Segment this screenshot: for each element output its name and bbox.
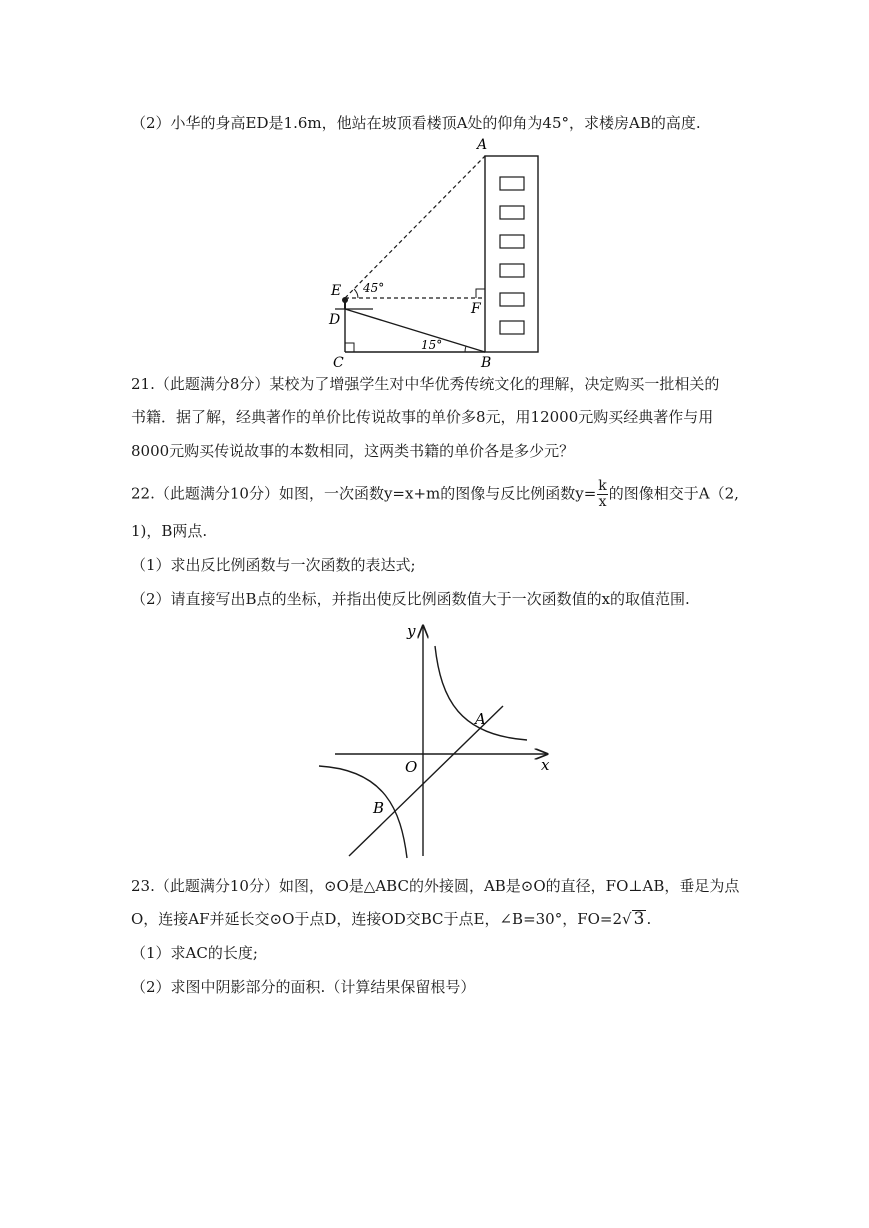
window [500,293,524,306]
sqrt-radicand: 3 [633,909,645,929]
window [500,321,524,334]
angle-arc-45 [354,289,358,298]
label-d: D [329,312,341,328]
label-a: A [477,137,488,153]
fraction-denominator: x [598,494,607,510]
label-point-a: A [475,710,486,728]
label-c: C [333,355,344,371]
q22-line2: 1)，B两点. [131,522,208,540]
angle-label-15: 15° [421,338,443,352]
q23-part1: （1）求AC的长度; [131,944,258,962]
label-y: y [407,622,416,640]
q23-part2: （2）求图中阴影部分的面积.（计算结果保留根号） [131,978,476,996]
fraction-k-over-x [597,479,607,510]
q23-line1: 23.（此题满分10分）如图，⊙O是△ABC的外接圆，AB是⊙O的直径，FO⊥AB，垂足为点 [131,877,740,895]
label-f: F [471,301,481,317]
window [500,206,524,219]
label-e: E [331,283,342,299]
q23-line2-text-a: O，连接AF并延长交⊙O于点D，连接OD交BC于点E，∠B=30°，FO=2 [131,910,623,928]
q22-part2: （2）请直接写出B点的坐标，并指出使反比例函数值大于一次函数值的x的取值范围. [131,590,690,608]
fraction-numerator: k [598,478,607,494]
label-b: B [481,355,492,371]
q22-part1: （1）求出反比例函数与一次函数的表达式; [131,556,416,574]
q21-line2: 书籍．据了解，经典著作的单价比传说故事的单价多8元，用12000元购买经典著作与用 [131,408,714,426]
person-head [342,297,348,303]
label-x: x [541,756,550,774]
q23-line2: O，连接AF并延长交⊙O于点D，连接OD交BC于点E，∠B=30°，FO=2√ 3 . [131,909,652,929]
angle-label-45: 45° [363,281,385,295]
window [500,264,524,277]
slope-db [345,309,485,352]
q22-line1 [131,479,739,510]
q22-line1-text-a: 22.（此题满分10分）如图，一次函数y=x+m的图像与反比例函数y= [131,484,597,503]
label-origin: O [405,758,418,776]
q21-line3: 8000元购买传说故事的本数相同，这两类书籍的单价各是多少元？ [131,442,575,460]
window [500,177,524,190]
q20-part2-text: （2）小华的身高ED是1.6m，他站在坡顶看楼顶A处的仰角为45°，求楼房AB的高度. [131,114,701,132]
q23-line2-text-b: . [646,910,652,928]
building-slope-figure [325,135,555,371]
sight-line-ea [345,156,485,298]
right-angle-mark-c [345,343,354,352]
window [500,235,524,248]
right-angle-mark-f [476,289,485,298]
label-point-b: B [373,799,385,817]
function-graph-figure [315,620,555,860]
q22-line1-text-b: 的图像相交于A（2, [608,484,739,503]
q21-line1: 21.（此题满分8分）某校为了增强学生对中华优秀传统文化的理解，决定购买一批相关的 [131,375,720,393]
angle-arc-15 [465,346,466,352]
building-outline [485,156,538,352]
